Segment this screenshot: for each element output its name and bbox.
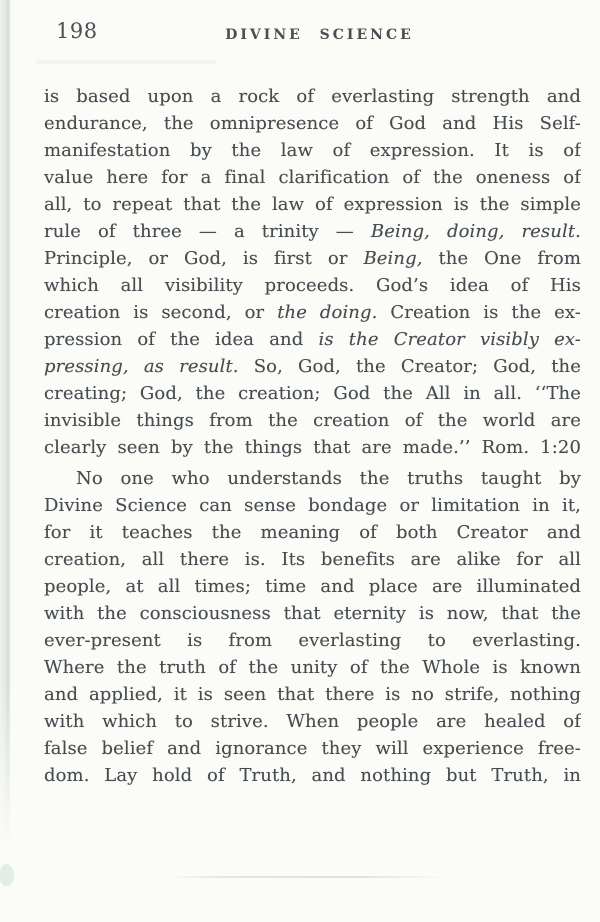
page-edge-shadow bbox=[0, 0, 11, 860]
text-line: No one who understands the truths taught by bbox=[76, 468, 581, 489]
text-line: Divine Science can sense bondage or limitation in it, bbox=[44, 495, 581, 516]
scan-edge-blot bbox=[0, 864, 14, 886]
text-line: Principle, or God, is first or Being, the One from bbox=[44, 248, 581, 269]
text-line: is based upon a rock of everlasting strength and bbox=[44, 86, 581, 107]
text-line: manifestation by the law of expression. It is of bbox=[44, 140, 581, 161]
text-line: value here for a final clarification of the oneness of bbox=[44, 167, 581, 188]
text-line: Where the truth of the unity of the Whole is known bbox=[44, 657, 581, 678]
text-line: creation is second, or the doing. Creation is the ex- bbox=[44, 302, 581, 323]
text-line: and applied, it is seen that there is no strife, nothing bbox=[44, 684, 581, 705]
text-line: with the consciousness that eternity is now, that the bbox=[44, 603, 581, 624]
text-line: pressing, as result. So, God, the Creator; God, the bbox=[44, 356, 581, 377]
paragraph bbox=[44, 465, 581, 789]
text-line: which all visibility proceeds. God’s idea of His bbox=[44, 275, 581, 296]
paragraph bbox=[44, 83, 581, 461]
page-number: 198 bbox=[56, 19, 98, 43]
text-line: creation, all there is. Its benefits are alike for all bbox=[44, 549, 581, 570]
running-header: DIVINE SCIENCE bbox=[225, 27, 414, 43]
scan-smudge bbox=[36, 60, 216, 64]
text-line: rule of three — a trinity — Being, doing, result. bbox=[44, 221, 581, 242]
text-block bbox=[44, 83, 581, 789]
text-line: clearly seen by the things that are made.’’ Rom. 1:20 bbox=[44, 437, 581, 458]
text-line: invisible things from the creation of the world are bbox=[44, 410, 581, 431]
text-line: false belief and ignorance they will experience free- bbox=[44, 738, 581, 759]
text-line: endurance, the omnipresence of God and His Self- bbox=[44, 113, 581, 134]
text-line: pression of the idea and is the Creator visibly ex- bbox=[44, 329, 581, 350]
text-line: for it teaches the meaning of both Creator and bbox=[44, 522, 581, 543]
text-line: with which to strive. When people are healed of bbox=[44, 711, 581, 732]
text-line: creating; God, the creation; God the All in all. ‘‘The bbox=[44, 383, 581, 404]
text-line: ever-present is from everlasting to everlasting. bbox=[44, 630, 581, 651]
text-line: people, at all times; time and place are illuminated bbox=[44, 576, 581, 597]
text-line: dom. Lay hold of Truth, and nothing but Truth, in bbox=[44, 765, 581, 786]
scan-artifact-line bbox=[165, 876, 445, 878]
text-line: all, to repeat that the law of expression is the simple bbox=[44, 194, 581, 215]
